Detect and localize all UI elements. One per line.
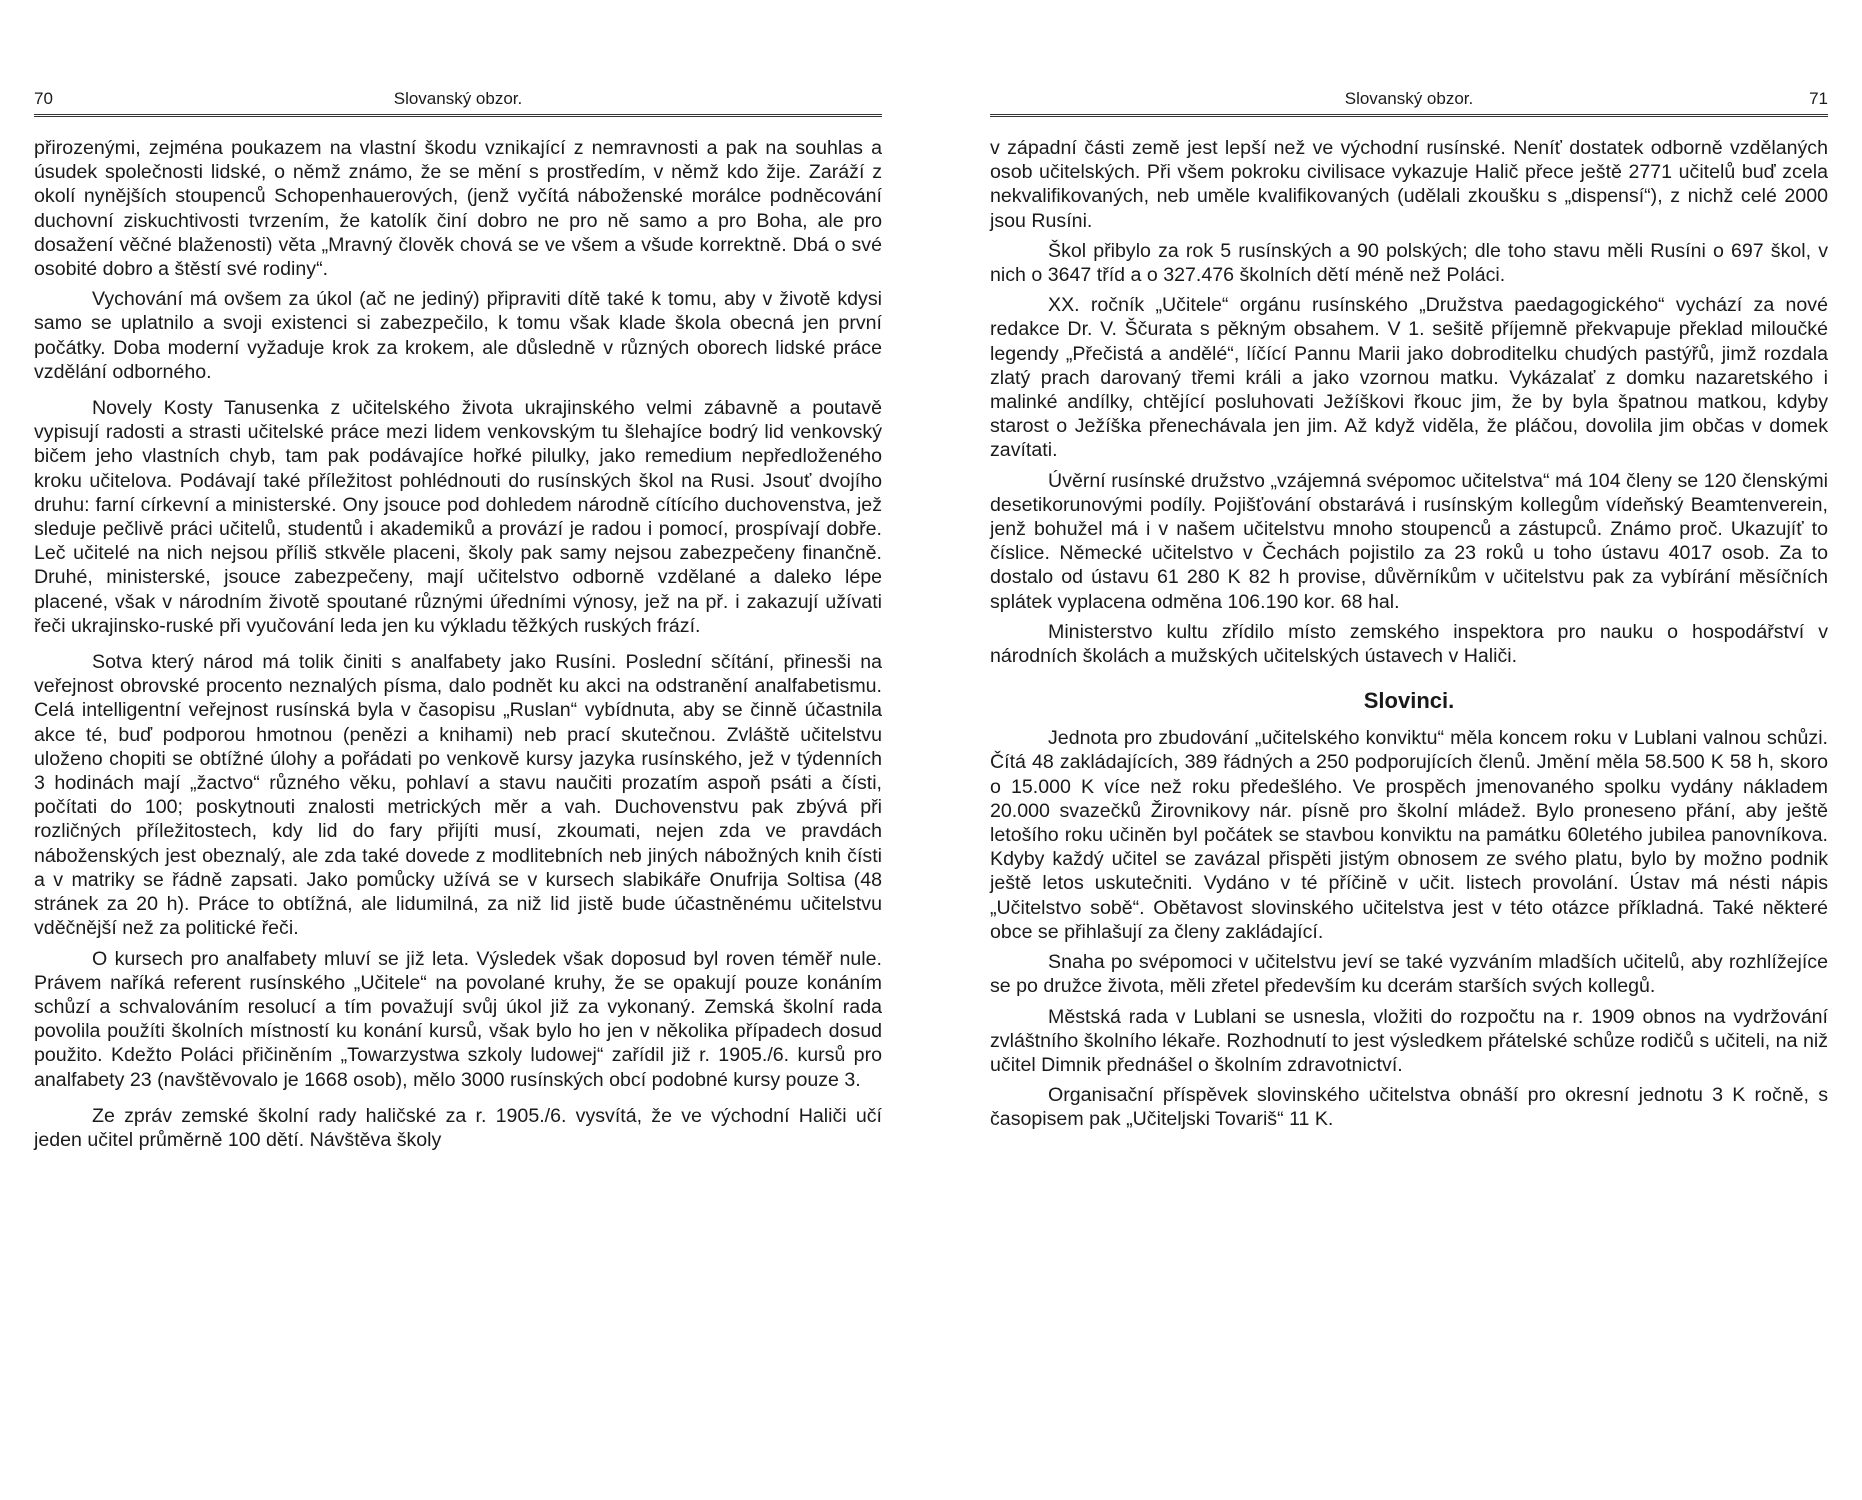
paragraph: Úvěrní rusínské družstvo „vzájemná svépomoc učitelstva“ má 104 členy se 120 členskými desetikorunovými podíly. Pojišťování obstarává i rusínským kollegům vídeňský Beamtenverein, jenž bohužel má i v našem učitelstvu mnoho stoupenců a zástupců. Známo proč. Ukazujíť to číslice. Německé učitelstvo v Čechách pojistilo za 23 roků u toho ústavu 4017 osob. Za to dostalo od ústavu 61 280 K 82 h provise, důvěrníkům v učitelstvu pak za vybírání měsíčních splátek vyplacena odměna 106.190 kor. 68 hal. <box>990 469 1828 613</box>
page-number: 70 <box>34 89 53 108</box>
paragraph: Městská rada v Lublani se usnesla, vložiti do rozpočtu na r. 1909 obnos na vydržování zvláštního školního lékaře. Rozhodnutí to jest výsledkem přátelské schůze rodičů s učiteli, na niž učitel Dimnik přednášel o školním zdravotnictví. <box>990 1005 1828 1076</box>
paragraph: v západní části země jest lepší než ve východní rusínské. Neníť dostatek odborně vzdělaných osob učitelských. Při všem pokroku civilisace vykazuje Halič přece ještě 2771 učitelů buď zcela nekvalifikovaných, neb uměle kvalifikovaných (udělali zkoušku s „dispensí“), z nichž celé 2000 jsou Rusíni. <box>990 137 1828 232</box>
paragraph: Škol přibylo za rok 5 rusínských a 90 polských; dle toho stavu měli Rusíni o 697 škol, v nich o 3647 tříd a o 327.476 školních dětí méně než Poláci. <box>990 239 1828 287</box>
left-text-body <box>34 136 882 1152</box>
paragraph: Snaha po svépomoci v učitelstvu jeví se také vyzváním mladších učitelů, aby rozhlížejíce se po družce života, měli zřetel především ku dcerám starších svých kollegů. <box>990 951 1828 998</box>
paragraph: přirozenými, zejména poukazem na vlastní škodu vznikající z nemravnosti a pak na souhlas a úsudek společnosti lidské, o němž známo, že se mění s prostředím, v němž kdo žije. Zaráží z okolí nynějších stoupenců Schopenhauerových, (jenž vyčítá náboženské morálce podněcování duchovní ziskuchtivosti tvrzením, že katolík činí dobro ne pro ně samo a pro Boha, ale pro dosažení věčné blaženosti) věta „Mravný člověk chová se ve všem a všude korrektně. Dbá o své osobité dobro a štěstí své rodiny“. <box>34 137 882 281</box>
left-page <box>34 0 882 1500</box>
running-title: Slovanský obzor. <box>393 89 523 108</box>
paragraph: Sotva který národ má tolik činiti s analfabety jako Rusíni. Poslední sčítání, přinesši na veřejnost obrovské procento neznalých písma, dalo podnět ku akci na odstranění analfabetismu. Celá intelligentní veřejnost rusínská byla v časopisu „Ruslan“ vybídnuta, aby se činně účastnila akce té, buď podporou hmotnou (penězi a knihami) neb prací skutečnou. Zvláště učitelstvu uloženo chopiti se obtížné úlohy a pořádati po venkově kursy jazyka rusínského, jež v týdenních 3 hodinách mají „žactvo“ různého věku, pohlaví a stavu naučiti prozatím aspoň psáti a čísti, počítati do 100; poskytnouti znalosti metrických měr a vah. Duchovenstvu pak zbývá při rozličných příležitostech, kdy lid do fary přijíti musí, zkoumati, nejen zda ve pravdách náboženských jest obeznalý, ale zda také dovede z modlitebních neb jiných nábožných knih čísti a v matriky se řádně zapsati. Jako pomůcky užívá se v kursech slabikáře Onufrija Soltisa (48 stránek za 20 h). Práce to obtížná, ale lidumilná, za niž lid jistě bude účastněnému učitelstvu vděčnější než za politické řeči. <box>34 651 882 940</box>
section-heading: Slovinci. <box>1363 688 1455 714</box>
paragraph: XX. ročník „Učitele“ orgánu rusínského „Družstva paedagogického“ vychází za nové redakce Dr. V. Ščurata s pěkným obsahem. V 1. sešitě příjemně překvapuje překlad miloučké legendy „Přečistá a andělé“, líčící Pannu Marii jako dobroditelku chudých pastýřů, jimž rozdala zlatý prach darovaný třemi králi a jako vzornou matku. Vykázalať z domku nazaretského i malinké andílky, chtějící posluhovati Ježíškovi řkouc jim, že by byla špatnou matkou, kdyby starost o Ježíška přenechávala jen jim. Až když viděla, že pláčou, dovolila jim občas v domek zavítati. <box>990 294 1828 462</box>
running-head <box>34 88 882 110</box>
page-number: 71 <box>1809 89 1828 108</box>
paragraph: Vychování má ovšem za úkol (ač ne jediný) připraviti dítě také k tomu, aby v životě kdysi samo se uplatnilo a svoji existenci si zabezpečilo, k tomu však klade škola obecná jen první počátky. Doba moderní vyžaduje krok za krokem, ale důsledně v různých oborech lidské práce vzdělání odborného. <box>34 288 882 383</box>
paragraph: Ze zpráv zemské školní rady haličské za r. 1905./6. vysvítá, že ve východní Haliči učí jeden učitel průměrně 100 dětí. Návštěva školy <box>34 1104 882 1151</box>
paragraph: Jednota pro zbudování „učitelského konviktu“ měla koncem roku v Lublani valnou schůzi. Čítá 48 zakládajících, 389 řádných a 250 podporujících členů. Jmění měla 58.500 K 58 h, skoro o 15.000 K více než roku předešlého. Ve prospěch jmenovaného spolku vydány nákladem 20.000 svazečků Žirovnikovy nár. písně pro školní mládež. Bylo proneseno přání, aby ještě letošího roku učiněn byl počátek se stavbou konviktu na památku 60letého jubilea panovníkova. Kdyby každý učitel se zavázal přispěti jistým obnosem ze svého platu, bylo by možno podnik ještě letos uskutečniti. Vydáno v té příčině v učit. listech provolání. Ústav má nésti nápis „Učitelstvo sobě“. Obětavost slovinského učitelstva jest v této otázce příkladná. Také některé obce se přihlašují za členy zakládající. <box>990 727 1828 943</box>
paragraph: Organisační příspěvek slovinského učitelstva obnáší pro okresní jednotu 3 K ročně, s časopisem pak „Učiteljski Tovariš“ 11 K. <box>990 1084 1828 1131</box>
running-head <box>990 88 1828 110</box>
paragraph: Novely Kosty Tanusenka z učitelského života ukrajinského velmi zábavně a poutavě vypisují radosti a strasti učitelské práce mezi lidem venkovským tu šlehajíce bodrý lid venkovský bičem jeho vlastních chyb, tam pak podávajíce hořké pilulky, jako remedium nepředloženého kroku učitelova. Podávají také příležitost pohlédnouti do rusínských škol na Rusi. Jsouť dvojího druhu: farní církevní a ministerské. Ony jsouce pod dohledem národně cítícího duchovenstva, jež sleduje pečlivě práci učitelů, studentů i akademiků a provází je radou i pomocí, prospívají dobře. Leč učitelé na nich nejsou příliš stkvěle placeni, školy pak samy nejsou zabezpečeny finančně. Druhé, ministerské, jsouce zabezpečeny, mají učitelstvo odborně vzdělané a daleko lépe placené, však v národním životě spoutané různými úředními výnosy, jež na př. i zakazují užívati řeči ukrajinsko-ruské při vyučování leda jen ku výkladu těžkých ruských frází. <box>34 397 882 637</box>
header-rule <box>34 114 882 117</box>
running-title: Slovanský obzor. <box>1344 89 1474 108</box>
paragraph: O kursech pro analfabety mluví se již leta. Výsledek však doposud byl roven téměř nule. Právem naříká referent rusínského „Učitele“ na povolané kruhy, že se opakují pouze konáním schůzí a schvalováním resolucí a tím považují svůj úkol již za vykonaný. Zemská školní rada povolila použíti školních místností ku konání kursů, však bylo ho jen v několika případech dosud použito. Kdežto Poláci přičiněním „Towarzystwa szkoly ludowej“ zařídil již r. 1905./6. kursů pro analfabety 23 (navštěvovalo je 1668 osob), mělo 3000 rusínských obcí podobné kursy pouze 3. <box>34 947 882 1091</box>
header-rule <box>990 114 1828 117</box>
right-text-body <box>990 136 1828 1132</box>
right-page <box>990 0 1828 1500</box>
paragraph: Ministerstvo kultu zřídilo místo zemského inspektora pro nauku o hospodářství v národních školách a mužských učitelských ústavech v Haliči. <box>990 620 1828 668</box>
